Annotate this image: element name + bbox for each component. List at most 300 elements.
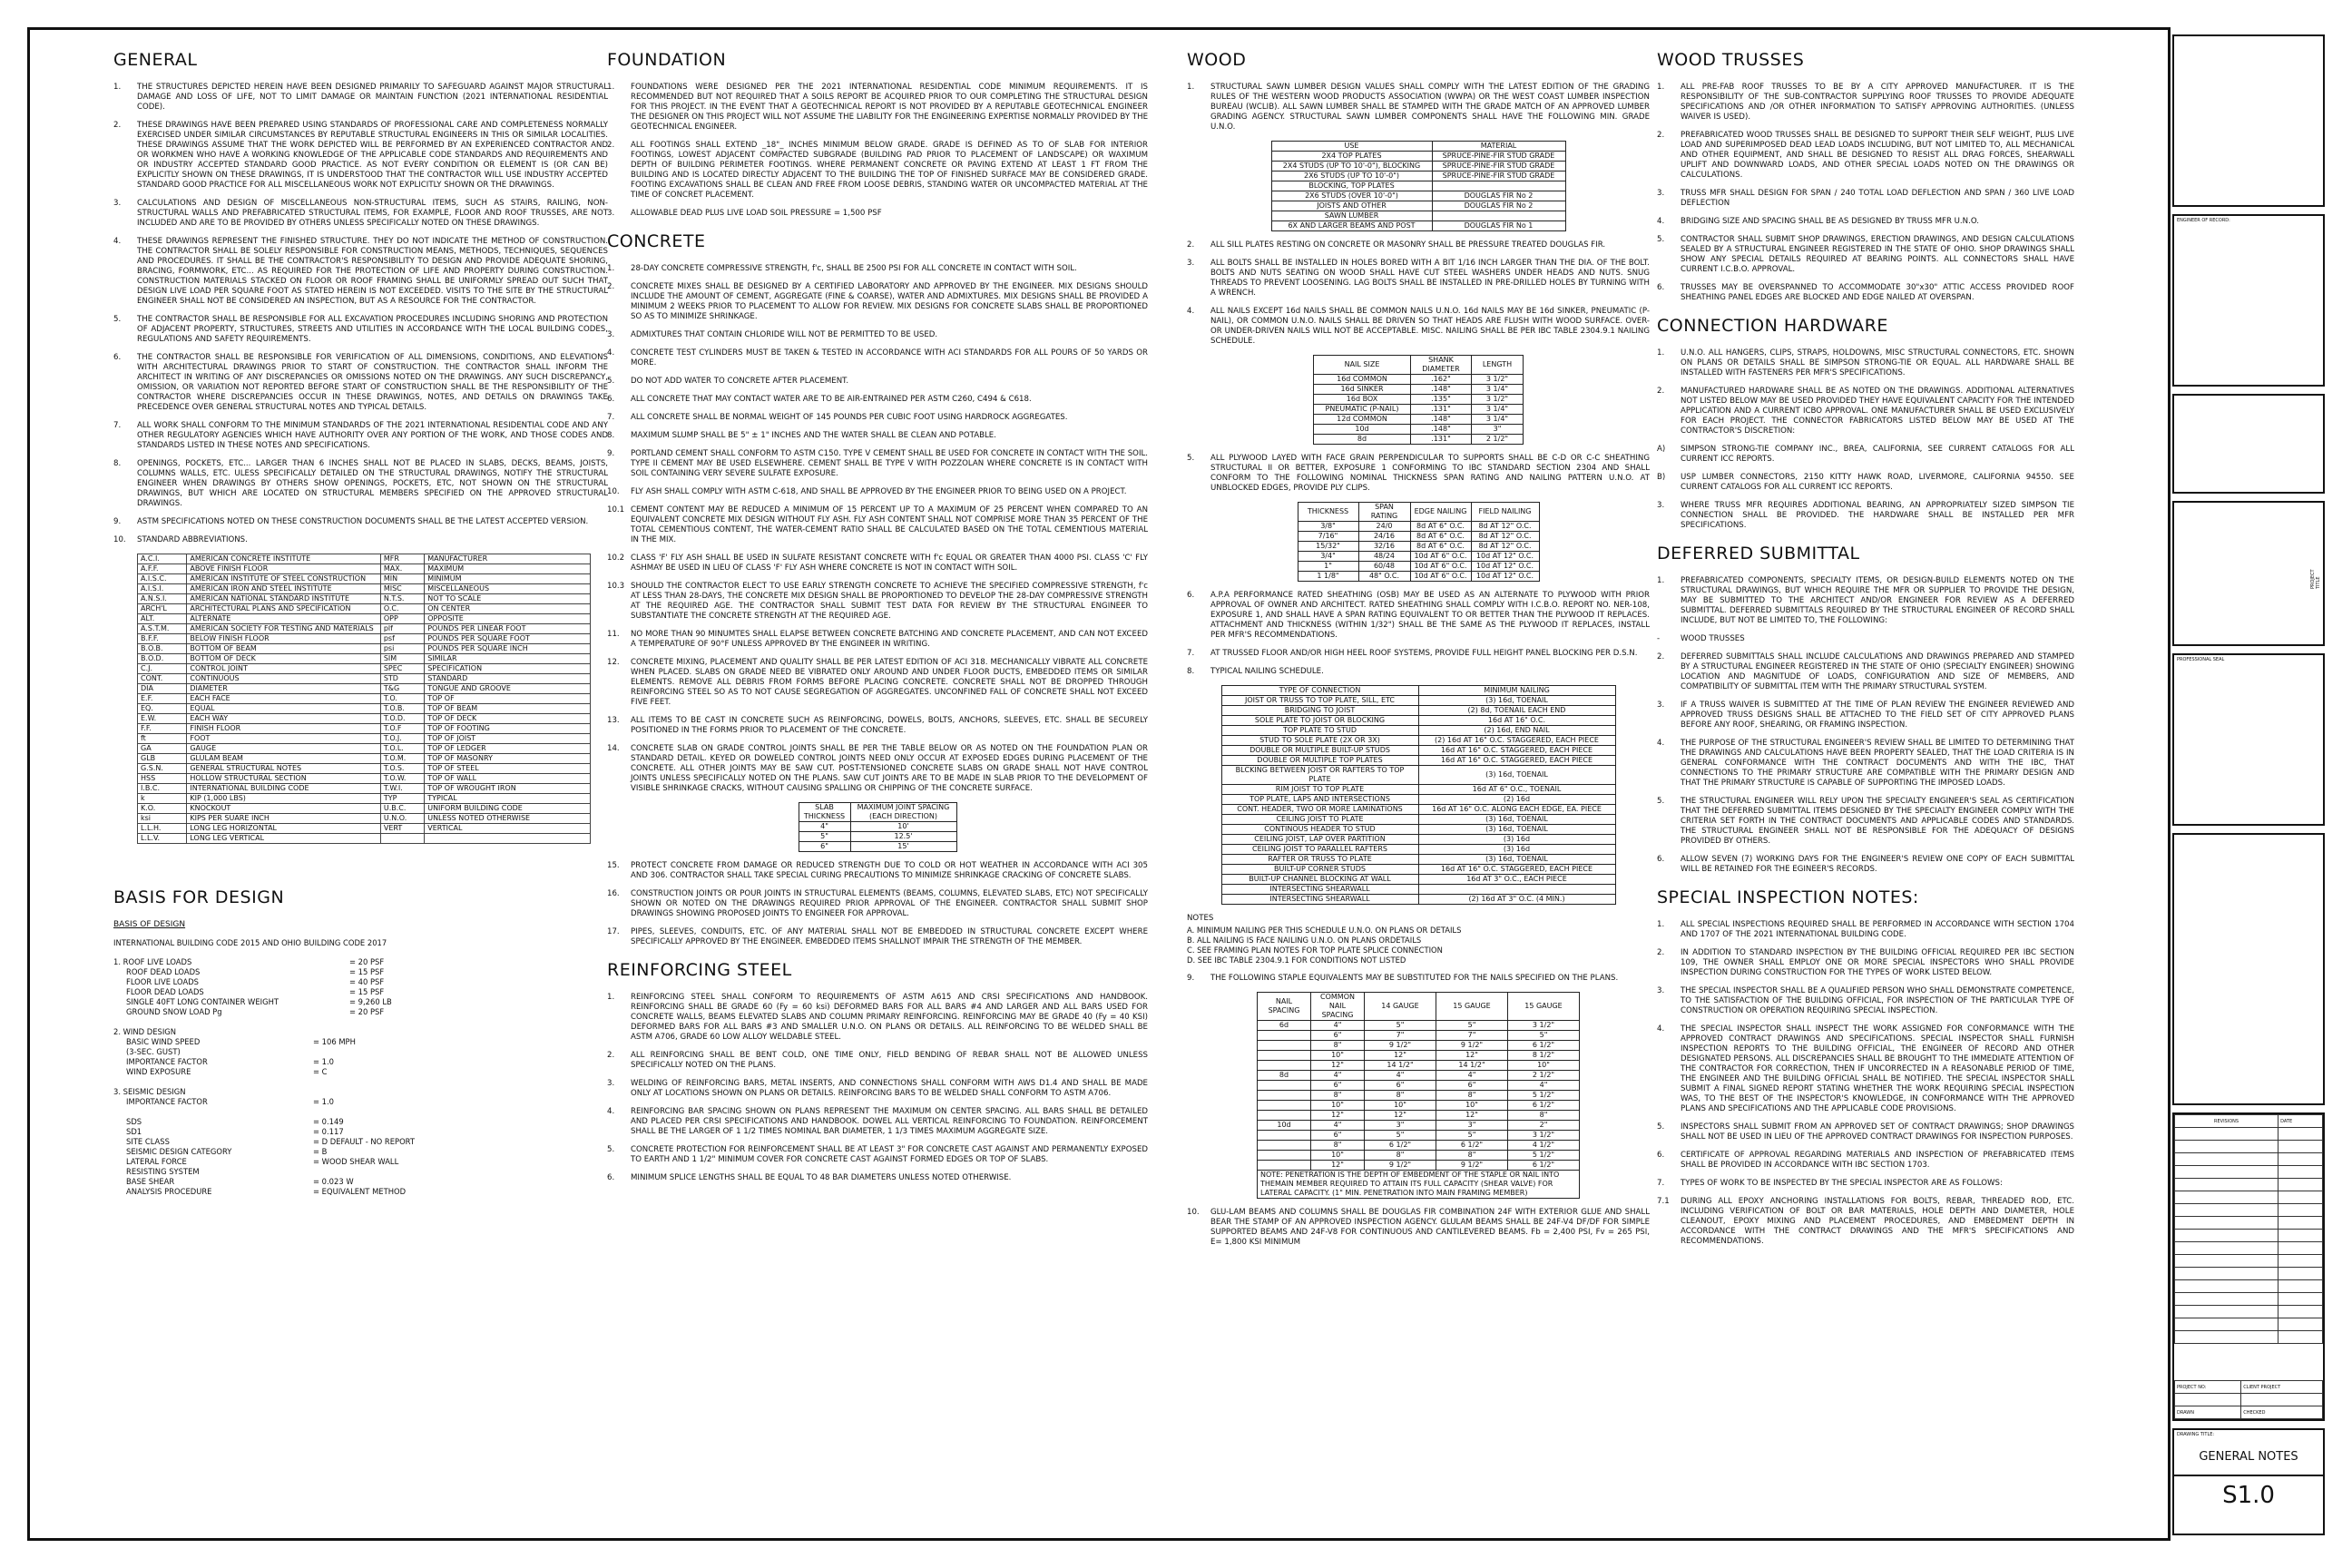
table-cell: OPPOSITE bbox=[425, 614, 591, 624]
table-cell: 12" bbox=[1365, 1051, 1436, 1061]
table-cell: ksi bbox=[138, 814, 187, 824]
basis-key bbox=[113, 1077, 349, 1087]
table-cell: CONT. bbox=[138, 674, 187, 684]
note-text: ALL WORK SHALL CONFORM TO THE MINIMUM STANDARDS OF THE 2021 INTERNATIONAL RESIDENTIAL CODE AND ANY OTHER REGULATORY AGENCIES WHICH HAVE AUTHORITY OVER ANY PORTION OF THE WORK, AND THOSE CODES AND STANDARDS LISTED IN THESE NOTES AND SPECIFICATIONS. bbox=[137, 421, 608, 450]
basis-row bbox=[113, 1077, 608, 1087]
note-item bbox=[607, 487, 1148, 497]
basis-row bbox=[113, 987, 608, 997]
table-row bbox=[138, 814, 591, 824]
note-item bbox=[607, 449, 1148, 479]
note-number: 4. bbox=[1657, 1024, 1665, 1034]
table-cell: LONG LEG VERTICAL bbox=[187, 834, 380, 844]
table-cell: 3 1/2" bbox=[1472, 395, 1524, 405]
wood-note-9 bbox=[1187, 974, 1650, 984]
table-cell: 8" bbox=[1365, 1091, 1436, 1101]
table-cell: 2X4 STUDS (UP TO 10'-0"), BLOCKING bbox=[1271, 162, 1432, 172]
table-row bbox=[1271, 172, 1565, 181]
table-cell: 10d AT 12" O.C. bbox=[1471, 562, 1539, 572]
note-text: CONCRETE MIXING, PLACEMENT AND QUALITY SHALL BE PER LATEST EDITION OF ACI 318. MECHANICALLY VIBRATE ALL CONCRETE WHEN PLACED. SLABS ON GRADE NEED BE VIBRATED ONLY AROUND AND UNDER FLOOR DUCTS, EMBEDDED ITEMS OR SIMILAR ELEMENTS. REMOVE ALL DEBRIS FROM FORMS BEFORE PLACING CONCRETE. CONCRETE SHALL NOT BE DROPPED THROUGH REINFORCING STEEL SO AS TO NOT CAUSE SEGREGATION OF AGGREGATES. UNCONFINED FALL OF CONCRETE SHALL NOT EXCEED FIVE FEET. bbox=[631, 658, 1148, 707]
note-item bbox=[607, 330, 1148, 340]
table-cell: MIN bbox=[380, 574, 424, 584]
table-cell: (3) 16d bbox=[1418, 845, 1615, 855]
table-row bbox=[1314, 395, 1524, 405]
table-cell: 16d AT 6" O.C., TOENAIL bbox=[1418, 785, 1615, 795]
note-number: 2. bbox=[113, 121, 122, 130]
table-cell: .135" bbox=[1411, 395, 1472, 405]
nailing-schedule-table bbox=[1221, 685, 1616, 905]
table-cell: EQ. bbox=[138, 704, 187, 714]
table-cell: 5" bbox=[1436, 1021, 1508, 1031]
note-number: 10.1 bbox=[607, 505, 625, 514]
project-title-box bbox=[2172, 501, 2325, 646]
note-text: THESE DRAWINGS REPRESENT THE FINISHED STRUCTURE. THEY DO NOT INDICATE THE METHOD OF CONSTRUCTION. THE CONTRACTOR SHALL BE SOLELY RESPONSIBLE FOR CONSTRUCTION MEANS, METHODS, TECHNIQUES, SEQUENCES AND PROCEDURES. IT SHALL BE THE CONTRACTOR'S RESPONSIBILITY TO DESIGN AND PROVIDE ADEQUATE SHORING, BRACING, FORMWORK, ETC... AS REQUIRED FOR THE PROTECTION OF LIFE AND PROPERTY DURING CONSTRUCTION. CONSTRUCTION MATERIALS STACKED ON FLOOR OR ROOF FRAMING SHALL BE UNIFORMLY SPREAD OUT SUCH THAT DESIGN LIVE LOAD PER SQUARE FOOT AS STATED HEREIN IS NOT EXCEEDED. VISITS TO THE SITE BY THE STRUCTURAL ENGINEER SHALL NOT BE CONSIDERED AN INSPECTION, BUT AS A RESOURCE FOR THE CONTRACTOR. bbox=[137, 237, 608, 306]
table-cell: 10' bbox=[850, 822, 956, 832]
note-text: INSPECTORS SHALL SUBMIT FROM AN APPROVED SET OF CONTRACT DRAWINGS; SHOP DRAWINGS SHALL NOT BE USED IN LIEU OF THE APPROVED CONTRACT DRAWINGS FOR INSPECTION PURPOSES. bbox=[1681, 1122, 2074, 1142]
nailing-note: C. SEE FRAMING PLAN NOTES FOR TOP PLATE SPLICE CONNECTION bbox=[1187, 946, 1443, 955]
table-cell: 4" bbox=[1365, 1071, 1436, 1081]
note-text: IF A TRUSS WAIVER IS SUBMITTED AT THE TIME OF PLAN REVIEW THE ENGINEER REVIEWED AND APPROVED TRUSS DESIGNS SHALL BE ATTACHED TO THE FIELD SET OF CITY APPROVED PLANS BEFORE ANY ROOF, SHEARING, OR FRAMING INSPECTION. bbox=[1681, 701, 2074, 730]
note-number: 7. bbox=[113, 421, 122, 430]
table-cell: TOP OF DECK bbox=[425, 714, 591, 724]
table-header: FIELD NAILING bbox=[1471, 503, 1539, 522]
note-item bbox=[113, 421, 608, 451]
trusses-notes bbox=[1657, 83, 2074, 303]
note-item bbox=[607, 377, 1148, 387]
table-row bbox=[138, 574, 591, 584]
basis-key: LATERAL FORCE bbox=[126, 1157, 187, 1166]
hardware-notes bbox=[1657, 348, 2074, 531]
table-cell: 15' bbox=[850, 842, 956, 852]
note-text: ALL SILL PLATES RESTING ON CONCRETE OR MASONRY SHALL BE PRESSURE TREATED DOUGLAS FIR. bbox=[1210, 240, 1606, 250]
note-item bbox=[607, 582, 1148, 622]
table-cell: ABOVE FINISH FLOOR bbox=[187, 564, 380, 574]
note-number: 4. bbox=[607, 1107, 615, 1116]
table-cell: .131" bbox=[1411, 405, 1472, 415]
table-cell: 10d bbox=[1258, 1121, 1311, 1131]
table-row bbox=[138, 774, 591, 784]
table-header: SPAN RATING bbox=[1358, 503, 1410, 522]
table-cell: 6 1/2" bbox=[1508, 1161, 1580, 1171]
sheet-number: S1.0 bbox=[2174, 1475, 2323, 1509]
concrete-notes-2 bbox=[607, 861, 1148, 947]
table-cell: CONTINOUS HEADER TO STUD bbox=[1221, 825, 1418, 835]
note-item bbox=[1657, 1122, 2074, 1142]
wood-heading: WOOD bbox=[1187, 50, 1247, 70]
staple-table bbox=[1257, 992, 1580, 1199]
table-cell bbox=[1258, 1141, 1311, 1151]
table-header: EDGE NAILING bbox=[1410, 503, 1471, 522]
table-cell: 3/8" bbox=[1298, 522, 1358, 532]
table-cell: k bbox=[138, 794, 187, 804]
note-number: 10.2 bbox=[607, 554, 625, 563]
table-cell: 4" bbox=[799, 822, 850, 832]
table-row bbox=[1298, 532, 1539, 542]
note-text: ALLOWABLE DEAD PLUS LIVE LOAD SOIL PRESSURE = 1,500 PSF bbox=[631, 209, 882, 218]
note-number: 1. bbox=[607, 264, 615, 273]
table-row bbox=[138, 564, 591, 574]
table-cell: JOIST OR TRUSS TO TOP PLATE, SILL, ETC bbox=[1221, 696, 1418, 706]
table-cell bbox=[1258, 1111, 1311, 1121]
project-title-label: PROJECT TITLE bbox=[2310, 569, 2321, 589]
table-cell: CONTROL JOINT bbox=[187, 664, 380, 674]
table-row bbox=[1258, 1091, 1580, 1101]
rebar-notes bbox=[607, 993, 1148, 1183]
note-text: CONCRETE PROTECTION FOR REINFORCEMENT SHALL BE AT LEAST 3" FOR CONCRETE CAST AGAINST AND PERMANENTLY EXPOSED TO EARTH AND 1 1/2" MINIMUM COVER FOR CONCRETE CAST AGAINST FORMED EDGES OR TOP OF SLABS. bbox=[631, 1145, 1148, 1164]
table-row bbox=[138, 744, 591, 754]
table-cell: O.C. bbox=[380, 604, 424, 614]
note-text: THE SPECIAL INSPECTOR SHALL BE A QUALIFIED PERSON WHO SHALL DEMONSTRATE COMPETENCE, TO THE SATISFACTION OF THE BUILDING OFFICIAL, FOR INSPECTION OF THE PARTICULAR TYPE OF CONSTRUCTION OR OPERATION REQUIRING SPECIAL INSPECTION. bbox=[1681, 986, 2074, 1015]
table-cell: 8" bbox=[1311, 1141, 1365, 1151]
table-cell: EACH WAY bbox=[187, 714, 380, 724]
table-cell: 3 1/2" bbox=[1508, 1021, 1580, 1031]
table-row bbox=[1314, 385, 1524, 395]
note-text: TRUSSES MAY BE OVERSPANNED TO ACCOMMODATE 30"x30" ATTIC ACCESS PROVIDED ROOF SHEATHING PANEL EDGES ARE BLOCKED AND EDGE NAILED AT OVERSPAN. bbox=[1681, 283, 2074, 302]
wood-note-5 bbox=[1187, 454, 1650, 494]
note-text: ALLOW SEVEN (7) WORKING DAYS FOR THE ENGINEER'S REVIEW ONE COPY OF EACH SUBMITTAL WILL BE RETAINED FOR THE EGINEER'S RECORDS. bbox=[1681, 855, 2074, 874]
general-heading: GENERAL bbox=[113, 50, 198, 70]
table-cell: (3) 16d, TOENAIL bbox=[1418, 825, 1615, 835]
table-cell: DIAMETER bbox=[187, 684, 380, 694]
table-cell bbox=[1258, 1131, 1311, 1141]
note-number: 7.1 bbox=[1657, 1197, 1670, 1206]
basis-key: SINGLE 40FT LONG CONTAINER WEIGHT bbox=[126, 997, 279, 1006]
note-item bbox=[607, 658, 1148, 708]
note-item bbox=[607, 927, 1148, 947]
table-cell: I.B.C. bbox=[138, 784, 187, 794]
table-row bbox=[1258, 1161, 1580, 1171]
table-cell: T.O.F bbox=[380, 724, 424, 734]
note-item bbox=[1657, 189, 2074, 209]
nail-size-table bbox=[1313, 355, 1524, 445]
table-header: 14 GAUGE bbox=[1365, 993, 1436, 1021]
note-number: 6. bbox=[1657, 1151, 1665, 1160]
note-number: 1. bbox=[1187, 83, 1195, 92]
table-cell bbox=[1258, 1081, 1311, 1091]
table-cell: AMERICAN CONCRETE INSTITUTE bbox=[187, 554, 380, 564]
note-item bbox=[1187, 974, 1650, 984]
note-text: PIPES, SLEEVES, CONDUITS, ETC. OF ANY MATERIAL SHALL NOT BE EMBEDDED IN STRUCTURAL CONCRETE EXCEPT WHERE SPECIFICALLY APPROVED BY THE ENGINEER. EMBEDDED ITEMS SHALLNOT IMPAIR THE STRENGTH OF THE MEMBER. bbox=[631, 927, 1148, 946]
table-cell: ft bbox=[138, 734, 187, 744]
note-text: SIMPSON STRONG-TIE COMPANY INC., BREA, CALIFORNIA, SEE CURRENT CATALOGS FOR ALL CURRENT ICC REPORTS. bbox=[1681, 445, 2074, 464]
basis-row bbox=[113, 997, 608, 1007]
note-number: 3. bbox=[1187, 259, 1195, 268]
table-cell: 6X AND LARGER BEAMS AND POST bbox=[1271, 221, 1432, 231]
note-number: 4. bbox=[607, 348, 615, 358]
note-item bbox=[1657, 283, 2074, 303]
table-cell: 10d AT 12" O.C. bbox=[1471, 572, 1539, 582]
table-cell: A.N.S.I. bbox=[138, 594, 187, 604]
table-header-row bbox=[1258, 993, 1580, 1021]
note-item bbox=[607, 395, 1148, 405]
table-cell: 2 1/2" bbox=[1508, 1071, 1580, 1081]
note-text: ALL BOLTS SHALL BE INSTALLED IN HOLES BORED WITH A BIT 1/16 INCH LARGER THAN THE DIA. OF THE BOLT. BOLTS AND NUTS SEATING ON WOOD SHALL HAVE CUT STEEL WASHERS UNDER HEADS AND NUTS. SNUG THREADS TO PREVENT LOOSENING. LAG BOLTS SHALL BE INSTALLED IN PRE-DRILLED HOLES BY TURNING WITH A WRENCH. bbox=[1210, 259, 1650, 298]
table-cell: 12" bbox=[1436, 1051, 1508, 1061]
note-text: ALL REINFORCING SHALL BE BENT COLD, ONE TIME ONLY, FIELD BENDING OF REBAR SHALL NOT BE ALLOWED UNLESS SPECIFICALLY NOTED ON THE PLANS. bbox=[631, 1051, 1148, 1070]
table-cell: (2) 16d AT 3" O.C. (4 MIN.) bbox=[1418, 895, 1615, 905]
table-row bbox=[1258, 1131, 1580, 1141]
note-item bbox=[1657, 1024, 2074, 1114]
table-cell: TOP OF WROUGHT IRON bbox=[425, 784, 591, 794]
table-header: USE bbox=[1271, 142, 1432, 152]
table-row bbox=[138, 834, 591, 844]
note-text: DO NOT ADD WATER TO CONCRETE AFTER PLACEMENT. bbox=[631, 377, 849, 386]
note-text: ALL SPECIAL INSPECTIONS REQUIRED SHALL BE PERFORMED IN ACCORDANCE WITH SECTION 1704 AND 1707 OF THE 2021 INTERNATIONAL BUILDING CODE. bbox=[1681, 920, 2074, 939]
wood-notes-b bbox=[1187, 591, 1650, 677]
note-text: THE CONTRACTOR SHALL BE RESPONSIBLE FOR VERIFICATION OF ALL DIMENSIONS, CONDITIONS, AND ELEVATIONS WITH ARCHITECTURAL DRAWINGS PRIOR TO START OF CONSTRUCTION. THE CONTRACTOR SHALL INFORM THE ARCHITECT IN WRITING OF ANY DISCREPANCIES OR OMISSIONS NOTED ON THE DRAWINGS. ANY SUCH DISCREPANCY, OMISSION, OR VARIATION NOT REPORTED BEFORE START OF CONSTRUCTION SHALL BE THE RESPONSIBILITY OF THE CONTRACTOR WHERE DISCREPANCIES OCCUR IN THESE DRAWINGS, NOTES, AND DETAILS ON DRAWINGS TAKE PRECEDENCE OVER GENERAL STRUCTURAL NOTES AND TYPICAL DETAILS. bbox=[137, 353, 608, 412]
table-cell: E.W. bbox=[138, 714, 187, 724]
basis-value: = 1.0 bbox=[313, 1057, 334, 1066]
note-item bbox=[607, 554, 1148, 573]
basis-key: 1. ROOF LIVE LOADS bbox=[113, 957, 192, 966]
note-text: ASTM SPECIFICATIONS NOTED ON THESE CONSTRUCTION DOCUMENTS SHALL BE THE LATEST ACCEPTED VERSION. bbox=[137, 517, 589, 526]
basis-value: = 9,260 LB bbox=[349, 997, 392, 1006]
table-row bbox=[138, 584, 591, 594]
revision-row bbox=[2175, 1293, 2323, 1306]
basis-key: SDS bbox=[126, 1117, 142, 1126]
table-cell: SPEC bbox=[380, 664, 424, 674]
table-cell: 5" bbox=[1365, 1131, 1436, 1141]
basis-value: = 106 MPH bbox=[313, 1037, 356, 1046]
special-heading: SPECIAL INSPECTION NOTES: bbox=[1657, 887, 1919, 907]
table-cell: SOLE PLATE TO JOIST OR BLOCKING bbox=[1221, 716, 1418, 726]
table-cell: BLOCKING, TOP PLATES bbox=[1271, 181, 1432, 191]
table-cell bbox=[425, 834, 591, 844]
foundation-notes bbox=[607, 83, 1148, 219]
basis-value: = 0.149 bbox=[313, 1117, 344, 1126]
table-cell: CEILING JOIST, LAP OVER PARTITION bbox=[1221, 835, 1418, 845]
table-cell: 8" bbox=[1508, 1111, 1580, 1121]
table-cell: 6" bbox=[1311, 1131, 1365, 1141]
slab-joint-table bbox=[799, 802, 957, 852]
table-row bbox=[1258, 1141, 1580, 1151]
basis-subtitle: BASIS OF DESIGN bbox=[113, 920, 186, 929]
basis-row bbox=[113, 1137, 608, 1147]
table-cell: JOISTS AND OTHER bbox=[1271, 201, 1432, 211]
table-cell: BOTTOM OF DECK bbox=[187, 654, 380, 664]
table-cell: ARCHITECTURAL PLANS AND SPECIFICATION bbox=[187, 604, 380, 614]
basis-value: = EQUIVALENT METHOD bbox=[313, 1187, 407, 1196]
table-row bbox=[1298, 552, 1539, 562]
table-cell: SPRUCE-PINE-FIR STUD GRADE bbox=[1432, 172, 1565, 181]
table-cell: 10" bbox=[1365, 1101, 1436, 1111]
table-cell: (3) 16d bbox=[1418, 835, 1615, 845]
note-text: THE SPECIAL INSPECTOR SHALL INSPECT THE WORK ASSIGNED FOR CONFORMANCE WITH THE APPROVED CONTRACT DRAWINGS AND SPECIFICATIONS. SPECIAL INSPECTOR SHALL FURNISH INSPECTION REPORTS TO THE BUILDING OFFICIAL, THE ENGINEER OF RECORD AND OTHER DESIGNATED PERSONS. ALL DISCREPANCIES SHALL BE BROUGHT TO THE IMMEDIATE ATTENTION OF THE CONTRACTOR FOR CORRECTION, THEN IF UNCORRECTED IN A REASONABLE PERIOD OF TIME, THE ENGINEER AND THE BUILDING OFFICIAL SHALL BE NOTIFIED. THE SPECIAL INSPECTOR SHALL SUBMIT A FINAL SIGNED REPORT STATING WHETHER THE WORK REQUIRING SPECIAL INSPECTION WAS, TO THE BEST OF THE INSPECTOR'S KNOWLEDGE, IN CONFORMANCE WITH THE APPROVED PLANS AND SPECIFICATIONS AND THE APPLICABLE CODE PROVISIONS. bbox=[1681, 1024, 2074, 1113]
table-cell: TOP OF FOOTING bbox=[425, 724, 591, 734]
basis-row bbox=[113, 1027, 608, 1037]
table-header: MINIMUM NAILING bbox=[1418, 686, 1615, 696]
table-row bbox=[1221, 875, 1615, 885]
table-cell: CONTINUOUS bbox=[187, 674, 380, 684]
table-row bbox=[1258, 1081, 1580, 1091]
special-notes bbox=[1657, 920, 2074, 1247]
table-row bbox=[1298, 542, 1539, 552]
table-cell bbox=[1258, 1061, 1311, 1071]
table-cell: 9 1/2" bbox=[1436, 1161, 1508, 1171]
table-cell: BUILT-UP CHANNEL BLOCKING AT WALL bbox=[1221, 875, 1418, 885]
basis-key: IMPORTANCE FACTOR bbox=[126, 1097, 208, 1106]
table-cell bbox=[1258, 1041, 1311, 1051]
note-item bbox=[1657, 576, 2074, 626]
basis-value bbox=[313, 1047, 608, 1057]
drawing-sheet bbox=[27, 27, 2171, 1541]
note-number: 6. bbox=[607, 1173, 615, 1182]
table-cell: VERT bbox=[380, 824, 424, 834]
revision-row bbox=[2175, 1268, 2323, 1280]
basis-key: 3. SEISMIC DESIGN bbox=[113, 1087, 186, 1096]
note-item bbox=[607, 1173, 1148, 1183]
note-number: 3. bbox=[1657, 189, 1665, 198]
table-cell: .162" bbox=[1411, 375, 1472, 385]
table-cell: 10" bbox=[1311, 1101, 1365, 1111]
table-cell: 10d AT 6" O.C. bbox=[1410, 562, 1471, 572]
table-row bbox=[1221, 696, 1615, 706]
table-cell: 16d AT 16" O.C. ALONG EACH EDGE, EA. PIECE bbox=[1418, 805, 1615, 815]
table-cell: 8" bbox=[1311, 1041, 1365, 1051]
table-cell: LONG LEG HORIZONTAL bbox=[187, 824, 380, 834]
table-cell: GENERAL STRUCTURAL NOTES bbox=[187, 764, 380, 774]
concrete-notes bbox=[607, 264, 1148, 794]
table-cell: 10" bbox=[1508, 1061, 1580, 1071]
table-row bbox=[1221, 746, 1615, 756]
revision-row bbox=[2175, 1331, 2323, 1344]
table-cell: 14 1/2" bbox=[1365, 1061, 1436, 1071]
table-cell: DOUBLE OR MULTIPLE TOP PLATES bbox=[1221, 756, 1418, 766]
general-notes bbox=[113, 83, 608, 545]
basis-row bbox=[113, 1167, 608, 1177]
nailing-notes bbox=[1187, 926, 1650, 965]
plywood-table bbox=[1298, 502, 1540, 582]
basis-row bbox=[113, 1067, 608, 1077]
table-cell: T&G bbox=[380, 684, 424, 694]
table-cell: KNOCKOUT bbox=[187, 804, 380, 814]
revision-row bbox=[2175, 1217, 2323, 1230]
table-cell: (3) 16d, TOENAIL bbox=[1418, 855, 1615, 865]
rebar-heading: REINFORCING STEEL bbox=[607, 960, 792, 980]
note-number: 4. bbox=[113, 237, 122, 246]
table-cell: 2X4 TOP PLATES bbox=[1271, 152, 1432, 162]
nailing-note: A. MINIMUM NAILING PER THIS SCHEDULE U.N.O. ON PLANS OR DETAILS bbox=[1187, 926, 1462, 935]
basis-row bbox=[113, 1117, 608, 1127]
table-cell: A.C.I. bbox=[138, 554, 187, 564]
table-cell: 3" bbox=[1365, 1121, 1436, 1131]
table-cell: 48/24 bbox=[1358, 552, 1410, 562]
table-cell: 12" bbox=[1311, 1161, 1365, 1171]
table-cell: INTERSECTING SHEARWALL bbox=[1221, 885, 1418, 895]
table-row bbox=[138, 554, 591, 564]
note-text: A.P.A PERFORMANCE RATED SHEATHING (OSB) MAY BE USED AS AN ALTERNATE TO PLYWOOD WITH PRIOR APPROVAL OF OWNER AND ARCHITECT. RATED SHEATHING SHALL COMPLY WITH I.C.B.O. REPORT NO. NER-108, EXPOSURE 1, AND SHALL HAVE A SPAN RATING EQUIVALENT TO OR BETTER THAN THE PLYWOOD IT REPLACES. ATTACHMENT AND THICKNESS (WITHIN 1/32") SHALL BE THE SAME AS THE PLYWOOD IT REPLACES, INSTALL PER MFR'S RECOMMENDATIONS. bbox=[1210, 591, 1650, 640]
table-row bbox=[1221, 706, 1615, 716]
drawing-title: GENERAL NOTES bbox=[2199, 1450, 2298, 1464]
note-text: ALL CONCRETE SHALL BE NORMAL WEIGHT OF 145 POUNDS PER CUBIC FOOT USING HARDROCK AGGREGATES. bbox=[631, 413, 1068, 422]
basis-value: = 40 PSF bbox=[349, 977, 385, 986]
table-cell: DOUBLE OR MULTIPLE BUILT-UP STUDS bbox=[1221, 746, 1418, 756]
table-cell bbox=[1258, 1161, 1311, 1171]
table-cell: 8d AT 12" O.C. bbox=[1471, 522, 1539, 532]
note-number: 2. bbox=[1187, 240, 1195, 250]
table-cell: TOP OF STEEL bbox=[425, 764, 591, 774]
table-cell: 7" bbox=[1436, 1031, 1508, 1041]
basis-value: = 20 PSF bbox=[349, 957, 385, 966]
table-cell: MISC bbox=[380, 584, 424, 594]
table-cell: 16d AT 16" O.C. STAGGERED, EACH PIECE bbox=[1418, 756, 1615, 766]
table-cell: 3 1/2" bbox=[1472, 375, 1524, 385]
note-text: OPENINGS, POCKETS, ETC... LARGER THAN 6 INCHES SHALL NOT BE PLACED IN SLABS, DECKS, BEAMS, JOISTS, COLUMNS WALLS, ETC. ULESS SPECIFICALLY DETAILED ON THE STRUCTURAL DRAWINGS, NOTIFY THE STRUCTURAL ENGINEER WHEN DRAWINGS BY OTHERS SHOW OPENINGS, POCKETS, ETC, NOT SHOWN ON THE STRUCTURAL DRAWINGS, BUT WHICH ARE LOCATED ON STRUCTURAL MEMBERS SPECIFIED ON THE APPROVED STRUCTURAL DRAWINGS. bbox=[137, 459, 608, 508]
table-row bbox=[1271, 181, 1565, 191]
table-cell: SPRUCE-PINE-FIR STUD GRADE bbox=[1432, 162, 1565, 172]
table-cell bbox=[1258, 1151, 1311, 1161]
table-cell: ALT. bbox=[138, 614, 187, 624]
note-item bbox=[607, 993, 1148, 1043]
table-cell: TOP OF BEAM bbox=[425, 704, 591, 714]
table-row bbox=[1258, 1021, 1580, 1031]
note-text: NO MORE THAN 90 MINUMTES SHALL ELAPSE BETWEEN CONCRETE BATCHING AND CONCRETE PLACEMENT, AND CAN NOT EXCEED A TEMPERATURE OF 90°F UNLESS APPROVED BY THE ENGINEER IN WRITING. bbox=[631, 630, 1148, 649]
table-row bbox=[799, 822, 956, 832]
note-number: 7. bbox=[1657, 1179, 1665, 1188]
table-row bbox=[138, 764, 591, 774]
table-row bbox=[1271, 191, 1565, 201]
wood-notes-a bbox=[1187, 240, 1650, 347]
basis-key: IMPORTANCE FACTOR bbox=[126, 1057, 208, 1066]
table-cell: TOP OF JOIST bbox=[425, 734, 591, 744]
table-cell: T.W.I. bbox=[380, 784, 424, 794]
note-text: THE CONTRACTOR SHALL BE RESPONSIBLE FOR ALL EXCAVATION PROCEDURES INCLUDING SHORING AND PROTECTION OF ADJACENT PROPERTY, STRUCTURES, STREETS AND UTILITIES IN ACCORDANCE WITH THE LOCAL BUILDING CODES, REGULATIONS AND SAFETY REQUIREMENTS. bbox=[137, 315, 608, 344]
note-text: CONTRACTOR SHALL SUBMIT SHOP DRAWINGS, ERECTION DRAWINGS, AND DESIGN CALCULATIONS SEALED BY A STRUCTURAL ENGINEER REGISTERED IN THE STATE OF OHIO. SHOP DRAWINGS SHALL SHOW ANY SPECIAL DETAILS REQUIRED AT BEARING POINTS. ALL CONNECTORS SHALL HAVE CURRENT I.C.B.O. APPROVAL. bbox=[1681, 235, 2074, 274]
note-item bbox=[1657, 986, 2074, 1016]
table-row bbox=[1298, 522, 1539, 532]
table-cell: (3) 16d, TOENAIL bbox=[1418, 815, 1615, 825]
basis-key: SD1 bbox=[126, 1127, 142, 1136]
table-row bbox=[138, 704, 591, 714]
table-row bbox=[138, 754, 591, 764]
basis-row bbox=[113, 1157, 608, 1167]
table-header: MAXIMUM JOINT SPACING (EACH DIRECTION) bbox=[850, 803, 956, 822]
column-trusses bbox=[1657, 50, 2074, 1527]
table-row bbox=[1258, 1171, 1580, 1199]
table-cell: .131" bbox=[1411, 435, 1472, 445]
table-cell: 16d SINKER bbox=[1314, 385, 1411, 395]
table-cell: 12" bbox=[1311, 1111, 1365, 1121]
table-row bbox=[138, 694, 591, 704]
table-cell: T.O.L. bbox=[380, 744, 424, 754]
engineer-box bbox=[2172, 214, 2325, 387]
revision-row bbox=[2175, 1128, 2323, 1141]
note-item bbox=[1657, 701, 2074, 730]
table-cell: B.O.B. bbox=[138, 644, 187, 654]
note-text: ALL PLYWOOD LAYED WITH FACE GRAIN PERPENDICULAR TO SUPPORTS SHALL BE C-D OR C-C SHEATHING STRUCTURAL II OR BETTER, EXPOSURE 1 CONFORMING TO IBC STANDARD SECTION 2304 AND SHALL CONFORM TO THE FOLLOWING NOMINAL THICKNESS SPAN RATING AND NAILING PATTERN U.N.O. AT UNBLOCKED EDGES, PROVIDE PLY CLIPS. bbox=[1210, 454, 1650, 493]
note-item bbox=[1657, 445, 2074, 465]
table-cell: psf bbox=[380, 634, 424, 644]
note-number: 13. bbox=[607, 716, 620, 725]
note-number: 1. bbox=[1657, 348, 1665, 358]
table-cell: 5" bbox=[799, 832, 850, 842]
note-item bbox=[607, 209, 1148, 219]
note-item bbox=[607, 716, 1148, 736]
note-text: CERTIFICATE OF APPROVAL REGARDING MATERIALS AND INSPECTION OF PREFABRICATED ITEMS SHALL BE PROVIDED IN ACCORDANCE WITH IBC SECTION 1703. bbox=[1681, 1151, 2074, 1170]
note-text: CLASS 'F' FLY ASH SHALL BE USED IN SULFATE RESISTANT CONCRETE WITH f'c EQUAL OR GREATER THAN 4000 PSI. CLASS 'C' FLY ASHMAY BE USED IN LIEU OF CLASS 'F' FLY ASH WHERE CONCRETE IS NOT IN CONTACT WITH SOIL. bbox=[631, 554, 1148, 573]
table-row bbox=[138, 604, 591, 614]
note-item bbox=[607, 630, 1148, 650]
table-cell: 8d AT 6" O.C. bbox=[1410, 522, 1471, 532]
table-cell: DIA bbox=[138, 684, 187, 694]
table-cell: 16d AT 16" O.C. bbox=[1418, 716, 1615, 726]
note-text: ALL ITEMS TO BE CAST IN CONCRETE SUCH AS REINFORCING, DOWELS, BOLTS, ANCHORS, SLEEVES, ETC. SHALL BE SECURELY POSITIONED IN THE FORMS PRIOR TO PLACEMENT OF THE CONCRETE. bbox=[631, 716, 1148, 735]
note-number: 2. bbox=[1657, 131, 1665, 140]
note-item bbox=[607, 1079, 1148, 1099]
table-row bbox=[138, 824, 591, 834]
table-cell bbox=[1432, 211, 1565, 221]
note-text: PREFABRICATED COMPONENTS, SPECIALTY ITEMS, OR DESIGN-BUILD ELEMENTS NOTED ON THE STRUCTURAL DRAWINGS, BUT WHICH REQUIRE THE MFR OR SUPPLIER TO PROVIDE THE DESIGN, MAY BE SUBMITTED TO THE ARCHITECT AND/OR ENGINEER FOR REVIEW AS A DEFERRED SUBMITTAL. DEFERRED SUBMITTALS REQUIRED BY THE STRUCTURAL ENGINEER OF RECORD SHALL INCLUDE, BUT NOT BE LIMITED TO, THE FOLLOWING: bbox=[1681, 576, 2074, 625]
note-text: PROTECT CONCRETE FROM DAMAGE OR REDUCED STRENGTH DUE TO COLD OR HOT WEATHER IN ACCORDANCE WITH ACI 305 AND 306. CONTRACTOR SHALL TAKE SPECIAL CURING PRECAUTIONS TO MINIMIZE SHRINKAGE CRACKING OF CONCRETE SLABS. bbox=[631, 861, 1148, 880]
